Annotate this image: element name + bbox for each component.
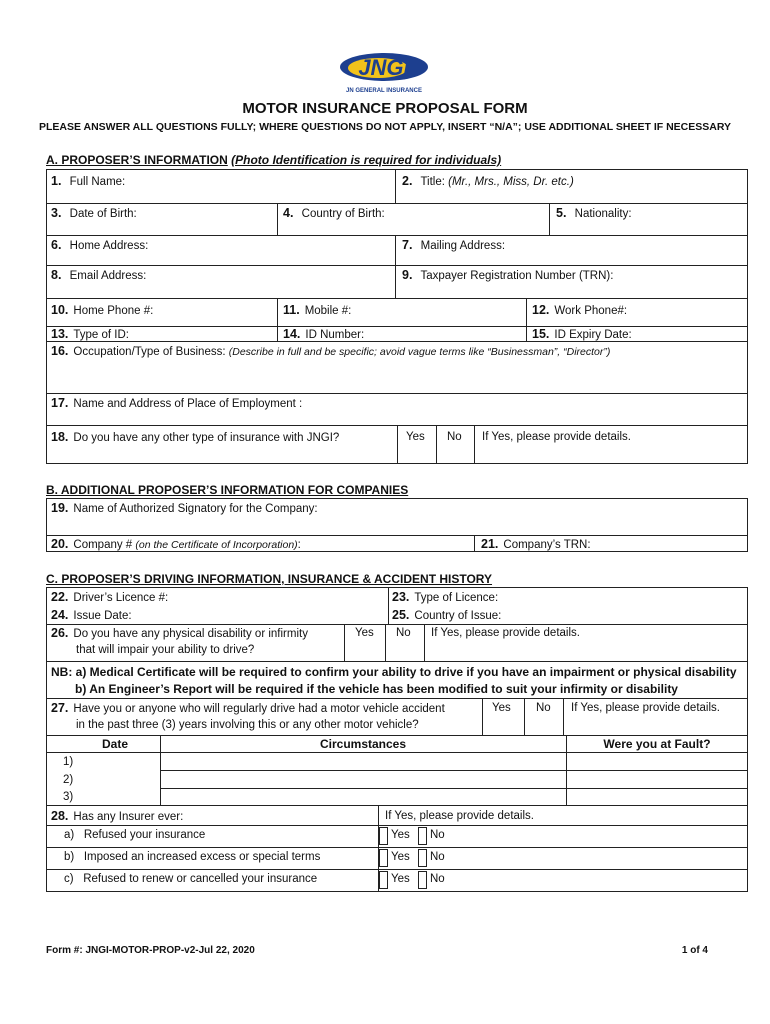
q15-id-expiry[interactable]: 15. ID Expiry Date: [532, 327, 632, 341]
table-row[interactable]: 3) [63, 791, 74, 803]
table-row[interactable]: 1) [63, 756, 74, 768]
q28b-no-label: No [430, 851, 445, 863]
q28a-refused: a) Refused your insurance [64, 829, 206, 841]
q16-occupation[interactable]: 16. Occupation/Type of Business: (Describe in full and be specific; avoid vague terms like “Businessman”, “Director”) [51, 344, 611, 358]
section-b-heading: B. ADDITIONAL PROPOSER’S INFORMATION FOR COMPANIES [46, 483, 409, 497]
section-c-heading: C. PROPOSER’S DRIVING INFORMATION, INSURANCE & ACCIDENT HISTORY [46, 572, 493, 586]
company-logo [338, 50, 430, 92]
table-header-circumstances: Circumstances [319, 737, 407, 751]
q6-home-address[interactable]: 6. Home Address: [51, 238, 149, 252]
q27-details[interactable]: If Yes, please provide details. [571, 702, 720, 714]
q28a-no-label: No [430, 829, 445, 841]
page-title: MOTOR INSURANCE PROPOSAL FORM [242, 100, 528, 117]
q22-drivers-licence[interactable]: 22. Driver’s Licence #: [51, 590, 169, 604]
q1-full-name[interactable]: 1. Full Name: [51, 174, 126, 188]
q8-email-address[interactable]: 8. Email Address: [51, 268, 147, 282]
q24-issue-date[interactable]: 24. Issue Date: [51, 608, 132, 622]
q23-type-of-licence[interactable]: 23. Type of Licence: [392, 590, 499, 604]
q27-no-option[interactable]: No [536, 702, 551, 714]
logo-subtitle: JN GENERAL INSURANCE [346, 88, 422, 94]
logo-graphic [338, 50, 430, 82]
q3-date-of-birth[interactable]: 3. Date of Birth: [51, 206, 137, 220]
q10-home-phone[interactable]: 10. Home Phone #: [51, 303, 154, 317]
q26-details[interactable]: If Yes, please provide details. [431, 627, 580, 639]
table-row[interactable]: 2) [63, 774, 74, 786]
q4-country-of-birth[interactable]: 4. Country of Birth: [283, 206, 385, 220]
q28c-yes-checkbox[interactable] [379, 871, 388, 889]
q12-work-phone[interactable]: 12. Work Phone#: [532, 303, 628, 317]
table-header-date: Date [101, 737, 128, 751]
q18-details[interactable]: If Yes, please provide details. [482, 431, 631, 443]
q7-mailing-address[interactable]: 7. Mailing Address: [402, 238, 506, 252]
q26-disability-line2: that will impair your ability to drive? [76, 644, 255, 656]
q26-no-option[interactable]: No [396, 627, 411, 639]
q26-disability: 26. Do you have any physical disability or infirmity [51, 626, 308, 640]
q13-type-of-id[interactable]: 13. Type of ID: [51, 327, 129, 341]
q11-mobile[interactable]: 11. Mobile #: [283, 303, 352, 317]
q18-other-insurance: 18. Do you have any other type of insurance with JNGI? [51, 430, 340, 444]
q14-id-number[interactable]: 14. ID Number: [283, 327, 365, 341]
q28c-refused-renew: c) Refused to renew or cancelled your insurance [64, 873, 318, 885]
q26-yes-option[interactable]: Yes [355, 627, 374, 639]
q27-accident-line2: in the past three (3) years involving this or any other motor vehicle? [76, 719, 419, 731]
q9-trn[interactable]: 9. Taxpayer Registration Number (TRN): [402, 268, 614, 282]
q19-authorized-signatory[interactable]: 19. Name of Authorized Signatory for the Company: [51, 501, 318, 515]
q28c-no-label: No [430, 873, 445, 885]
q5-nationality[interactable]: 5. Nationality: [556, 206, 632, 220]
q2-title[interactable]: 2. Title: (Mr., Mrs., Miss, Dr. etc.) [402, 174, 574, 188]
q17-employer[interactable]: 17. Name and Address of Place of Employment : [51, 396, 303, 410]
q28c-yes-label: Yes [391, 873, 410, 885]
page-number: 1 of 4 [681, 945, 708, 956]
nb-engineer-report: b) An Engineer’s Report will be required if the vehicle has been modified to suit your infirmity or disability [75, 682, 678, 696]
q25-country-of-issue[interactable]: 25. Country of Issue: [392, 608, 502, 622]
q18-yes-option[interactable]: Yes [406, 431, 425, 443]
q28a-yes-checkbox[interactable] [379, 827, 388, 845]
q27-yes-option[interactable]: Yes [492, 702, 511, 714]
q28-insurer-history: 28. Has any Insurer ever: [51, 809, 184, 823]
q27-accident: 27. Have you or anyone who will regularly drive had a motor vehicle accident [51, 701, 445, 715]
table-header-fault: Were you at Fault? [603, 737, 711, 751]
q28b-increased-excess: b) Imposed an increased excess or special terms [64, 851, 321, 863]
nb-medical-certificate: NB: a) Medical Certificate will be required to confirm your ability to drive if you have an impairment or physical disability [51, 665, 737, 679]
q18-no-option[interactable]: No [447, 431, 462, 443]
q20-company-number[interactable]: 20. Company # (on the Certificate of Incorporation): [51, 537, 301, 551]
q28a-yes-label: Yes [391, 829, 410, 841]
instructions: PLEASE ANSWER ALL QUESTIONS FULLY; WHERE QUESTIONS DO NOT APPLY, INSERT “N/A”; USE ADDITIONAL SHEET IF NECESSARY [38, 121, 732, 133]
q28b-yes-checkbox[interactable] [379, 849, 388, 867]
q28b-no-checkbox[interactable] [418, 849, 427, 867]
q28a-no-checkbox[interactable] [418, 827, 427, 845]
q28c-no-checkbox[interactable] [418, 871, 427, 889]
section-a-heading: A. PROPOSER’S INFORMATION (Photo Identification is required for individuals) [46, 153, 502, 167]
q21-company-trn[interactable]: 21. Company’s TRN: [481, 537, 591, 551]
form-id: Form #: JNGI-MOTOR-PROP-v2-Jul 22, 2020 [46, 945, 255, 956]
q28-details[interactable]: If Yes, please provide details. [385, 810, 534, 822]
svg-text:JNGI: JNGI [358, 55, 410, 80]
q28b-yes-label: Yes [391, 851, 410, 863]
